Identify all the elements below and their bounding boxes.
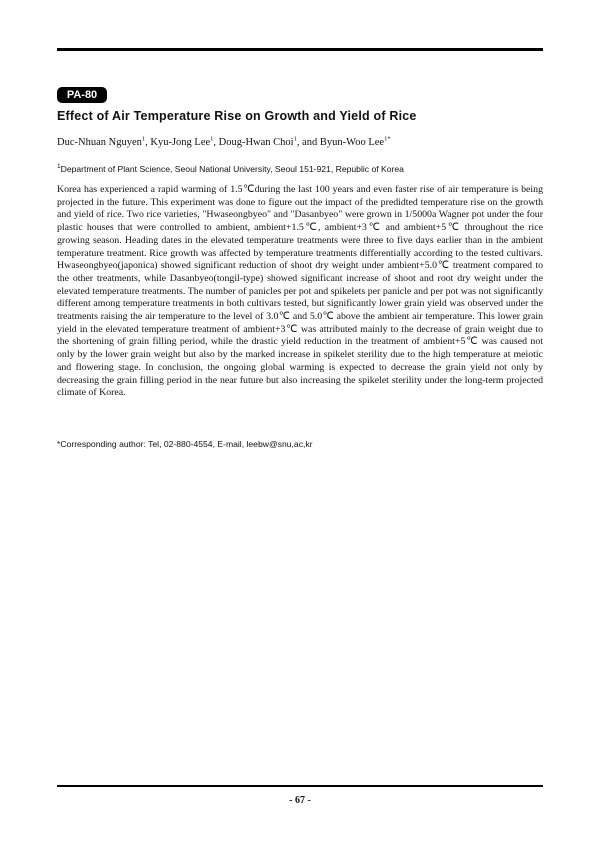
author-separator: , bbox=[145, 137, 151, 148]
author-name: Doug-Hwan Choi bbox=[218, 137, 294, 148]
corresponding-author: *Corresponding author: Tel, 02-880-4554, E-mail, leebw@snu,ac,kr bbox=[57, 439, 313, 449]
author-affiliation-mark: 1* bbox=[384, 135, 391, 143]
author-name: Duc-Nhuan Nguyen bbox=[57, 137, 142, 148]
top-rule bbox=[57, 48, 543, 51]
author-separator: , bbox=[213, 137, 219, 148]
affiliation bbox=[57, 164, 543, 174]
abstract-body: Korea has experienced a rapid warming of 1.5℃during the last 100 years and even faster rise of air temperature is being projected in the future. This experiment was done to figure out the impact of the predidted temperature rise on the growth and yield of rice. Two rice varieties, "Hwaseongbyeo" and "Dasanbyeo" were grown in 1/5000a Wagner pot under the four plastic houses that were controlled to ambient, ambient+1.5℃, ambient+3℃ and ambient+5℃ throughout the rice growing season. Heading dates in the elevated temperature treatments were three to five days earlier than in the ambient temperature treatment. Rice growth was affected by temperature treatments differentially according to the tested cultivars. Hwaseongbyeo(japonica) showed significant reduction of shoot dry weight under ambient+5.0℃ treatment compared to the other treatments, while Dasanbyeo(tongil-type) showed significant increase of shoot and root dry weight under the elevated temperature treatments. The number of panicles per pot and spikelets per panicle and per pot was not significantly different among temperature treatments in both cultivars tested, but significantly lower grain yield was observed under the treatments raising the air temperature to the level of 3.0℃ and 5.0℃ above the ambient air temperature. This lower grain yield in the elevated temperature treatment of ambient+3℃ was attributed mainly to the decrease of grain weight due to the shortening of grain filling period, while the drastic yield reduction in the treatment of ambient+5℃ was caused not only by the lower grain weight but also by the marked increase in spikelet sterility due to the high temperature at meiotic and flowering stage. In conclusion, the ongoing global warming is expected to decrease the grain yield not only by decreasing the grain filling period in the near future but also increasing the spikelet sterility under the long-term projected climate of Korea. bbox=[57, 184, 543, 399]
author-affiliation-mark: 1 bbox=[210, 135, 214, 143]
author-affiliation-mark: 1 bbox=[141, 135, 146, 143]
author-name: Byun-Woo Lee bbox=[319, 137, 385, 148]
author-name: Kyu-Jong Lee bbox=[150, 137, 211, 148]
page-number: - 67 - bbox=[289, 795, 311, 806]
affiliation-mark: 1 bbox=[57, 163, 61, 171]
affiliation-text: Department of Plant Science, Seoul National University, Seoul 151-921, Republic of Korea bbox=[60, 164, 404, 174]
author-list bbox=[57, 137, 543, 148]
bottom-rule bbox=[57, 785, 543, 787]
paper-title: Effect of Air Temperature Rise on Growth and Yield of Rice bbox=[57, 109, 417, 123]
poster-id-badge: PA-80 bbox=[57, 87, 107, 103]
author-separator: , and bbox=[296, 137, 320, 148]
author-affiliation-mark: 1 bbox=[293, 135, 297, 143]
